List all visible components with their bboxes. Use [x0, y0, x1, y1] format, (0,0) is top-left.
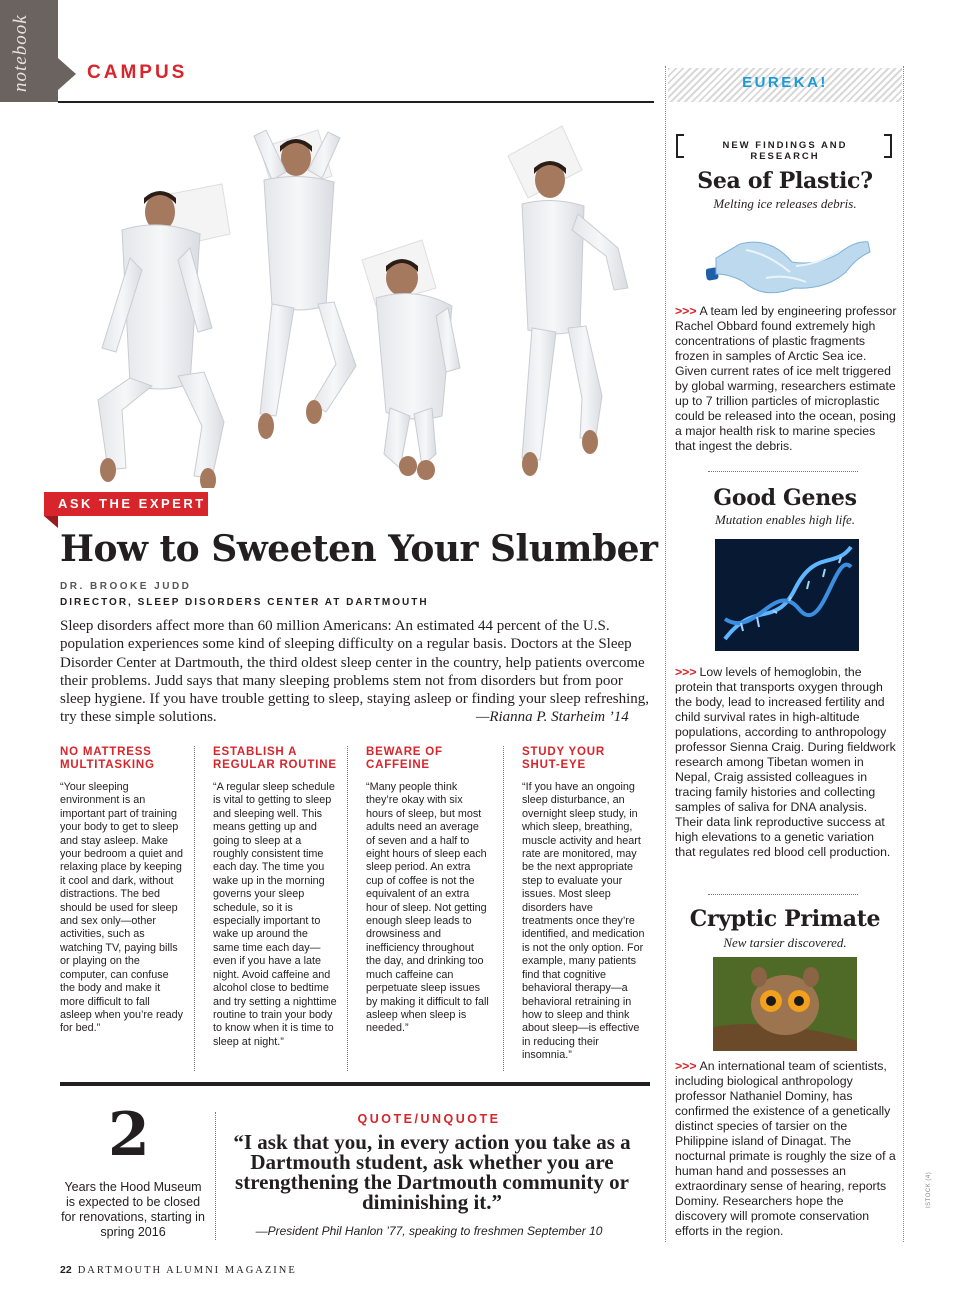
tip-body: “Many people think they’re okay with six hours of sleep, but most adults need an average of seven and a half to eight hours of sleep each sleep period. An extra cup of coffee is not the equivalent of an extra hour of sleep. Not getting enough sleep leads to drowsiness and inefficiency throughout the day, and drinking too much caffeine can perpetuate sleep issues by making it difficult to fall asleep when sleep is needed.”	[366, 781, 489, 1035]
article-headline: How to Sweeten Your Slumber	[60, 528, 658, 570]
tip-heading: ESTABLISH A REGULAR ROUTINE	[213, 746, 337, 771]
ask-the-expert-flag: ASK THE EXPERT	[44, 492, 208, 516]
sidebar-item-subtitle: Mutation enables high life.	[714, 512, 856, 527]
tip-body: “If you have an ongoing sleep disturbance, an overnight sleep study, in which sleep, breathing, muscle activity and heart rate are monitored, may be the next appropriate step to evaluate your issues. Most sleep disorders have treatments once they’re identified, and medication is not the only option. For example, many patients find that cognitive behavioral therapy—a behavioral retraining in how to sleep and think about sleep—is effective in reducing their insomnia.”	[522, 781, 645, 1062]
red-arrows-marker: >>>	[675, 1059, 697, 1073]
page-number: 22	[60, 1264, 72, 1276]
tip-heading: BEWARE OF CAFFEINE	[366, 746, 443, 771]
tip-column	[213, 746, 337, 1049]
sidebar-item-body	[675, 304, 897, 454]
red-arrows-marker: >>>	[675, 304, 697, 318]
bottom-rule	[60, 1082, 650, 1086]
sidebar-separator	[708, 894, 858, 895]
sidebar-item-title: Good Genes	[713, 485, 857, 511]
pose-2-figure	[254, 130, 356, 439]
column-divider	[503, 746, 504, 1071]
sidebar-item-body	[675, 665, 897, 860]
pose-3-figure	[362, 240, 460, 480]
stat-divider	[215, 1112, 216, 1240]
plastic-bottle-photo	[706, 218, 876, 298]
kicker-bracket-left	[676, 134, 684, 158]
column-divider	[347, 746, 348, 1071]
section-label: CAMPUS	[87, 62, 188, 83]
top-rule	[58, 101, 654, 103]
pose-1-figure	[98, 184, 230, 488]
publication-name: DARTMOUTH ALUMNI MAGAZINE	[77, 1265, 297, 1276]
sidebar-item-title: Cryptic Primate	[689, 906, 881, 932]
stat-caption: Years the Hood Museum is expected to be closed for renovations, starting in spring 2016	[61, 1180, 205, 1239]
tip-column	[60, 746, 184, 1036]
sidebar-item-title: Sea of Plastic?	[697, 168, 873, 194]
byline-title: DIRECTOR, SLEEP DISORDERS CENTER AT DARTMOUTH	[60, 597, 429, 608]
pose-4-figure	[508, 126, 628, 476]
tip-heading: STUDY YOUR SHUT-EYE	[522, 746, 605, 771]
photo-credit: ISTOCK (4)	[926, 1171, 932, 1208]
quote-credit: —President Phil Hanlon ’77, speaking to freshmen September 10	[255, 1224, 603, 1238]
byline-name: DR. BROOKE JUDD	[60, 581, 192, 592]
tip-heading: NO MATTRESS MULTITASKING	[60, 746, 155, 771]
kicker-bracket-right	[884, 134, 892, 158]
column-divider	[194, 746, 195, 1071]
sidebar-item-subtitle: New tarsier discovered.	[723, 935, 847, 950]
notebook-tab-label: notebook	[10, 14, 31, 92]
sidebar-item-subtitle: Melting ice releases debris.	[713, 196, 857, 211]
sleep-poses-photo	[60, 108, 660, 488]
article-intro: Sleep disorders affect more than 60 million Americans: An estimated 44 percent of the U.S. population experiences some kind of sleeping difficulty on a regular basis. Doctors at the Sleep Disorder Center at Dartmouth, the third oldest sleep center in the country, help patients overcome their problems. Judd says that many sleeping problems stem not from disorders but from poor sleep hygiene. If you have trouble getting to sleep, staying asleep or finding your sleep refreshing, try these simple solutions.	[60, 618, 649, 726]
tip-body: “Your sleeping environment is an important part of training your body to get to sleep and stay asleep. Make your bedroom a quiet and relaxing place by keeping it cool and dark, without distractions. The bed should be used for sleep and sex only—other activities, such as watching TV, paying bills or playing on the computer, can confuse the body and make it more difficult to fall asleep when you’re ready for bed.”	[60, 781, 184, 1035]
quote-label: QUOTE/UNQUOTE	[357, 1112, 501, 1126]
sidebar-item-text: Low levels of hemoglobin, the protein that transports oxygen through the body, lead to increased fertility and child survival rates in high-altitude populations, according to anthropology professor Sienna Craig. During fieldwork research among Tibetan women in Nepal, Craig assisted colleagues in tracing family histories and collecting samples of saliva for DNA analysis. Their data link reproductive success at high elevations to a genetic variation that regulates red blood cell production.	[675, 665, 896, 859]
tip-column	[522, 746, 646, 1063]
stat-number: 2	[108, 1100, 150, 1170]
sidebar-item-body	[675, 1059, 897, 1239]
tip-column	[366, 746, 490, 1036]
tarsier-photo	[713, 957, 857, 1051]
sidebar-item-text: An international team of scientists, including biological anthropology professor Nathaniel Dominy, has confirmed the existence of a genetically distinct species of tarsier on the Philippine island of Dinagat. The nocturnal primate is roughly the size of a human hand and possesses an extraordinary sense of hearing, reports Dominy. Researchers hope the discovery will promote conservation efforts in the region.	[675, 1059, 896, 1238]
page-footer	[60, 1264, 297, 1276]
dna-helix-photo	[715, 539, 859, 651]
eureka-header: EUREKA!	[742, 74, 828, 91]
quote-text: “I ask that you, in every action you take as a Dartmouth student, ask whether you are strengthening the Dartmouth community or diminishing it.”	[233, 1130, 631, 1214]
sidebar-kicker: NEW FINDINGS AND RESEARCH	[722, 140, 848, 162]
notebook-tab	[0, 0, 58, 102]
sidebar-separator	[708, 471, 858, 472]
tip-body: “A regular sleep schedule is vital to getting to sleep and sleeping well. This means getting up and going to sleep at a roughly consistent time each day. The time you wake up in the morning governs your sleep schedule, so it is especially important to wake up around the same time each day—even if you have a late night. Avoid caffeine and alcohol close to bedtime and try setting a nighttime routine to train your body to know when it is time to sleep at night.”	[213, 781, 337, 1048]
flag-fold	[44, 516, 58, 528]
red-arrows-marker: >>>	[675, 665, 697, 679]
intro-credit: —Rianna P. Starheim ’14	[476, 709, 629, 725]
notebook-arrow	[58, 58, 76, 90]
sidebar-item-text: A team led by engineering professor Rachel Obbard found extremely high concentrations of plastic fragments frozen in samples of Arctic Sea ice. Given current rates of ice melt triggered by global warming, researchers estimate up to 7 trillion particles of microplastic could be released into the ocean, posing a major health risk to marine species that ingest the debris.	[675, 304, 897, 453]
